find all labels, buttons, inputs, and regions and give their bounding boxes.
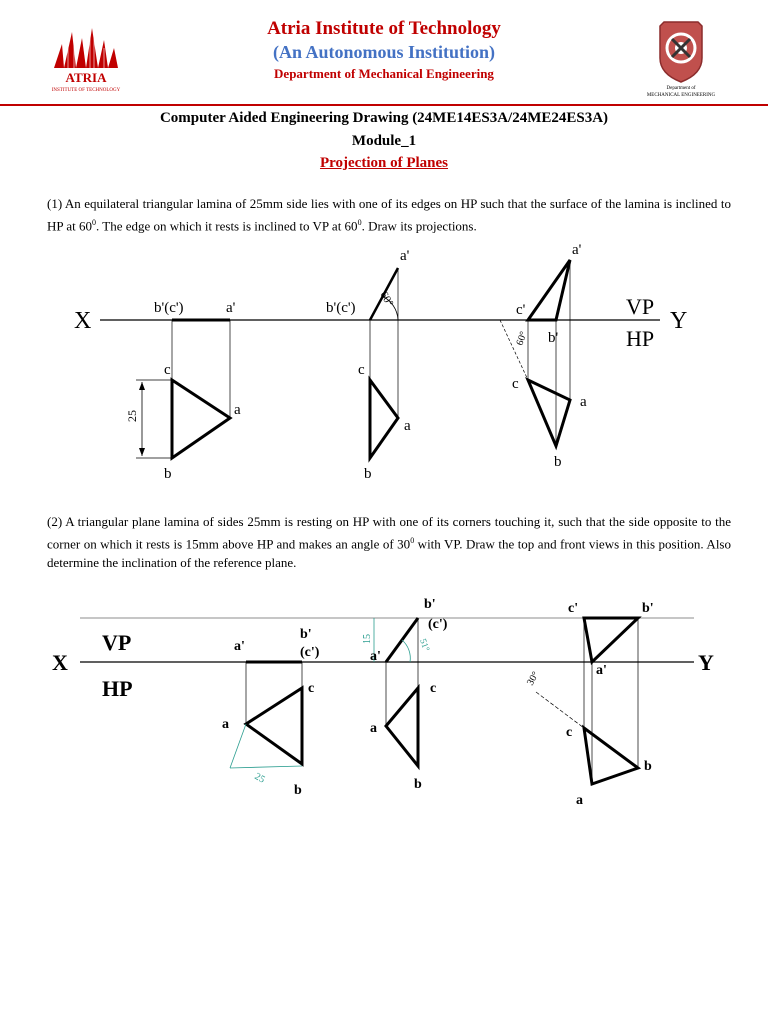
dim-25-2: 25 [252,771,267,786]
topic-title: Projection of Planes [319,155,449,171]
label-b-prime-3: b' [548,330,559,346]
label-c-prime-v2: (c') [428,617,448,632]
label-b-prime-v3: b' [642,601,654,616]
label-b-3: b [554,454,562,470]
dim-15: 15 [362,634,373,644]
angle-60-3: 60° [514,330,530,348]
course-title: Computer Aided Engineering Drawing (24ME14ES3A/24ME24ES3A) [159,110,609,126]
view2-1 [222,627,320,798]
module-title: Module_1 [351,133,417,149]
label-a-1: a [234,402,241,418]
view-3 [500,242,587,470]
label-c-prime-v3: c' [568,601,579,616]
angle-30: 30° [525,669,542,688]
label-y-2: Y [698,650,714,675]
label-c-3: c [512,376,519,392]
label-a-prime-v2: a' [370,649,381,664]
label-hp-2: HP [102,676,133,701]
label-a-v2: a [370,721,377,736]
figure-1-projection [60,230,700,490]
view2-2 [362,597,448,792]
label-c-v1: c [308,681,315,696]
label-b-prime-v1: b' [300,627,312,642]
q1-sup-2: 0 [357,218,362,227]
label-c-prime-v1: (c') [300,645,320,660]
atria-logo-subtext: INSTITUTE OF TECHNOLOGY [51,88,121,93]
page-header [0,0,768,108]
label-b-v2: b [414,777,422,792]
label-c-2: c [358,362,365,378]
label-a-prime-v3: a' [596,663,607,678]
label-a-3: a [580,394,587,410]
q2-sup-1: 0 [410,536,415,545]
label-vp-2: VP [102,630,132,655]
q1-text-2: . The edge on which it rests is inclined to VP at 60 [96,218,358,234]
angle-60-1: 60° [377,289,396,309]
institute-name: Atria Institute of Technology [267,18,501,39]
label-b-v1: b [294,783,302,798]
institute-status: (An Autonomous Institution) [272,42,496,62]
label-bc-prime-1: b'(c') [154,300,184,316]
label-a-prime-2: a' [400,248,410,264]
atria-logo-text: ATRIA [65,70,107,85]
label-c-1: c [164,362,171,378]
view2-3 [525,601,654,808]
dim-25: 25 [125,410,139,422]
label-b-1: b [164,466,172,482]
label-a-v1: a [222,717,229,732]
view-1 [125,300,241,482]
q1-sup-1: 0 [92,218,97,227]
label-a-v3: a [576,793,583,808]
department-name: Department of Mechanical Engineering [274,66,494,81]
label-x-2: X [52,650,68,675]
label-a-prime-v1: a' [234,639,245,654]
label-hp: HP [626,326,655,351]
label-c-v2: c [430,681,437,696]
dept-logo-line1: Department of [666,86,696,91]
q1-text-3: . Draw its projections. [361,218,477,234]
mechanical-dept-logo [636,18,726,98]
figure-2-projection [40,588,720,818]
label-b-2: b [364,466,372,482]
label-c-prime-3: c' [516,302,526,318]
label-x: X [74,308,92,334]
label-bc-prime-2: b'(c') [326,300,356,316]
q2-text-1: (2) A triangular plane lamina of sides 25mm is resting on HP with one of its corners touching it, such that the side opposite to the corner on which it rests is 15mm above HP and makes an angle of 30 [47,514,731,552]
header-divider [0,104,768,106]
q1-text-1: (1) An equilateral triangular lamina of 25mm side lies with one of its edges on HP such that the surface of the lamina is inclined to HP at 60 [47,196,731,234]
label-b-v3: b [644,759,652,774]
label-y: Y [670,308,688,334]
label-vp: VP [626,294,655,319]
q2-text-2: with VP. Draw the top and front views in this position. Also determine the inclination of the reference plane. [47,536,731,571]
angle-label-v2: 51° [418,637,432,653]
question-2 [47,512,731,572]
label-a-prime-3: a' [572,242,582,258]
label-a-prime-1: a' [226,300,236,316]
label-a-2: a [404,418,411,434]
label-c-v3: c [566,725,573,740]
dept-logo-line2: MECHANICAL ENGINEERING [646,93,716,98]
label-b-prime-v2: b' [424,597,436,612]
view-2 [326,248,411,482]
